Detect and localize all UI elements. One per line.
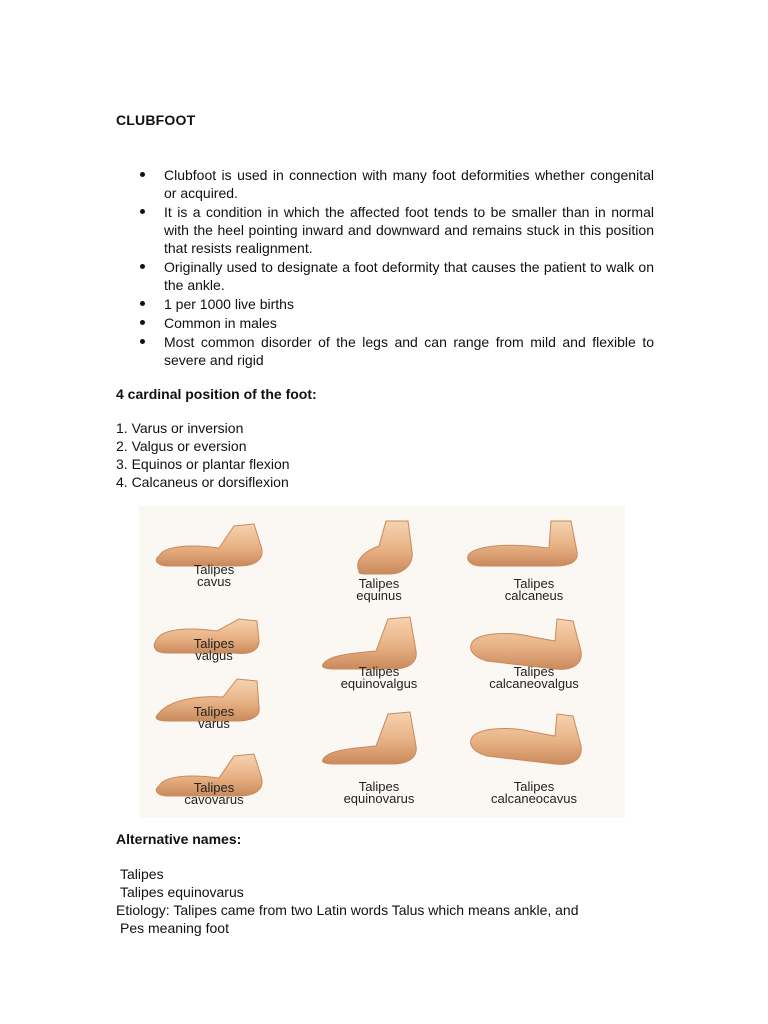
foot-label-line: Talipes: [358, 576, 400, 591]
foot-label: [304, 781, 454, 805]
foot-label: [139, 782, 289, 806]
bullet-item: It is a condition in which the affected foot tends to be smaller than in normal with the heel pointing inward and downward and remains stuck in this position that resists realignment.: [140, 203, 654, 257]
foot-illustration-equinovalgus: [304, 611, 454, 696]
foot-illustration-cavus: [139, 516, 289, 594]
bullet-icon: [140, 339, 145, 344]
foot-illustration-calcaneocavus: [459, 706, 609, 811]
foot-label-line: equinus: [356, 588, 402, 603]
bullet-item: Clubfoot is used in connection with many foot deformities whether congenital or acquired.: [140, 166, 654, 202]
foot-illustration-calcaneus: [459, 516, 609, 608]
foot-illustration-cavovarus: [139, 746, 289, 812]
bullet-item: Originally used to designate a foot deformity that causes the patient to walk on the ankle.: [140, 258, 654, 294]
foot-label: [304, 578, 454, 602]
foot-illustration-equinovarus: [304, 706, 454, 811]
foot-illustration-valgus: [139, 601, 289, 668]
foot-label-line: Talipes: [193, 562, 235, 577]
bullet-icon: [140, 172, 145, 177]
clubfoot-bullet-list: [140, 166, 654, 370]
alternative-name-item: Talipes: [120, 866, 164, 882]
foot-label: [139, 706, 289, 730]
foot-label-line: Talipes: [193, 636, 235, 651]
foot-label-line: varus: [198, 716, 230, 731]
foot-label-line: Talipes: [513, 664, 555, 679]
foot-label-line: Talipes: [513, 779, 555, 794]
foot-icon: [304, 706, 454, 766]
foot-label: [459, 666, 609, 690]
foot-icon: [459, 516, 609, 576]
foot-label-line: calcaneovalgus: [489, 676, 579, 691]
bullet-item: 1 per 1000 live births: [140, 295, 654, 313]
foot-label: [459, 781, 609, 805]
etiology-line: Etiology: Talipes came from two Latin words Talus which means ankle, and: [116, 902, 579, 918]
foot-label-line: Talipes: [193, 780, 235, 795]
cardinal-position-item: 3. Equinos or plantar flexion: [116, 456, 290, 472]
foot-label-line: Talipes: [193, 704, 235, 719]
foot-label: [304, 666, 454, 690]
bullet-item: Most common disorder of the legs and can range from mild and flexible to severe and rigid: [140, 333, 654, 369]
foot-icon: [459, 706, 609, 766]
document-title: CLUBFOOT: [116, 112, 196, 128]
foot-label-line: Talipes: [358, 664, 400, 679]
bullet-icon: [140, 320, 145, 325]
bullet-item: Common in males: [140, 314, 654, 332]
foot-label-line: equinovalgus: [340, 676, 418, 691]
foot-illustration-calcaneovalgus: [459, 611, 609, 696]
foot-icon: [459, 611, 609, 671]
alternative-name-item: Talipes equinovarus: [120, 884, 244, 900]
bullet-icon: [140, 264, 145, 269]
foot-label-line: valgus: [195, 648, 233, 663]
cardinal-positions-heading: 4 cardinal position of the foot:: [116, 386, 317, 402]
foot-label-line: calcaneus: [504, 588, 564, 603]
bullet-icon: [140, 209, 145, 214]
foot-icon: [304, 516, 454, 576]
talipes-figure: [139, 506, 625, 818]
foot-label-line: calcaneocavus: [491, 791, 577, 806]
cardinal-position-item: 4. Calcaneus or dorsiflexion: [116, 474, 289, 490]
foot-label-line: Talipes: [358, 779, 400, 794]
cardinal-position-item: 1. Varus or inversion: [116, 420, 244, 436]
etiology-line: Pes meaning foot: [120, 920, 229, 936]
foot-label: [139, 638, 289, 662]
foot-illustration-varus: [139, 671, 289, 736]
foot-label-line: cavus: [197, 574, 231, 589]
cardinal-position-item: 2. Valgus or eversion: [116, 438, 247, 454]
cardinal-positions-list: [116, 419, 290, 491]
foot-icon: [304, 611, 454, 671]
foot-label-line: cavovarus: [184, 792, 244, 807]
foot-label: [459, 578, 609, 602]
alternative-names-heading: Alternative names:: [116, 831, 242, 847]
foot-label: [139, 564, 289, 588]
bullet-icon: [140, 301, 145, 306]
foot-label-line: Talipes: [513, 576, 555, 591]
foot-illustration-equinus: [304, 516, 454, 608]
etiology-paragraph: [116, 901, 656, 937]
alternative-names-list: [116, 865, 244, 901]
foot-label-line: equinovarus: [343, 791, 415, 806]
